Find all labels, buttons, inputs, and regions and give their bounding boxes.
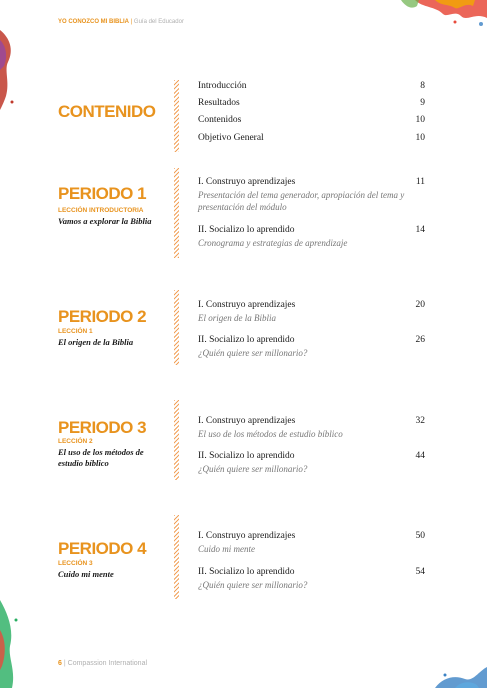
- section-divider: [174, 515, 179, 599]
- page-number: 6: [58, 660, 62, 667]
- entry-description: ¿Quién quiere ser millonario?: [198, 580, 308, 590]
- contents-item-page: 9: [420, 98, 425, 108]
- entry-construyo[interactable]: [198, 415, 425, 427]
- entry-label: II. Socializo lo aprendido: [198, 225, 295, 235]
- watercolor-splash-top-right: [395, 0, 487, 30]
- entry-label: I. Construyo aprendizajes: [198, 416, 296, 426]
- contents-item[interactable]: [198, 80, 425, 92]
- entry-description: El uso de los métodos de estudio bíblico: [198, 429, 343, 439]
- period-title: PERIODO 4: [58, 539, 147, 558]
- footer-org: Compassion International: [67, 660, 148, 667]
- entry-page: 14: [415, 225, 425, 235]
- entry-socializo[interactable]: [198, 566, 425, 578]
- contents-item[interactable]: [198, 114, 425, 126]
- entry-description: Cronograma y estrategias de aprendizaje: [198, 238, 348, 248]
- contents-title: CONTENIDO: [58, 102, 156, 121]
- footer-separator: |: [63, 660, 66, 667]
- entry-description: ¿Quién quiere ser millonario?: [198, 348, 308, 358]
- entry-label: II. Socializo lo aprendido: [198, 335, 295, 345]
- entry-description: Cuido mi mente: [198, 544, 255, 554]
- entry-description: ¿Quién quiere ser millonario?: [198, 464, 308, 474]
- entry-construyo[interactable]: [198, 530, 425, 542]
- contents-item[interactable]: [198, 97, 425, 109]
- lesson-name: El uso de los métodos de estudio bíblico: [58, 447, 144, 468]
- running-header: [58, 19, 184, 25]
- contents-item[interactable]: [198, 132, 425, 144]
- entry-page: 11: [415, 177, 425, 187]
- contents-item-page: 10: [415, 133, 425, 143]
- period-title: PERIODO 3: [58, 418, 147, 437]
- entry-page: 20: [415, 300, 425, 310]
- lesson-label: LECCIÓN INTRODUCTORIA: [58, 207, 144, 214]
- lesson-label: LECCIÓN 3: [58, 560, 93, 567]
- entry-label: I. Construyo aprendizajes: [198, 531, 296, 541]
- contents-item-page: 8: [420, 81, 425, 91]
- header-separator: |: [130, 19, 133, 25]
- contents-item-label: Introducción: [198, 81, 247, 91]
- contents-item-label: Resultados: [198, 98, 240, 108]
- entry-page: 26: [415, 335, 425, 345]
- watercolor-splash-left-bottom: [0, 600, 22, 688]
- section-divider: [174, 168, 179, 258]
- entry-construyo[interactable]: [198, 299, 425, 311]
- watercolor-splash-left-top: [0, 30, 18, 110]
- lesson-name: El origen de la Biblia: [58, 337, 134, 347]
- section-divider: [174, 290, 179, 365]
- entry-label: I. Construyo aprendizajes: [198, 177, 296, 187]
- lesson-name: Vamos a explorar la Biblia: [58, 216, 152, 226]
- entry-label: I. Construyo aprendizajes: [198, 300, 296, 310]
- header-brand: YO CONOZCO MI BIBLIA: [58, 19, 129, 25]
- entry-label: II. Socializo lo aprendido: [198, 451, 295, 461]
- period-title: PERIODO 2: [58, 307, 147, 326]
- contents-item-page: 10: [415, 115, 425, 125]
- entry-description: El origen de la Biblia: [198, 313, 276, 323]
- watercolor-splash-bottom-right: [425, 655, 487, 688]
- entry-page: 50: [415, 531, 425, 541]
- page-footer: [58, 660, 147, 667]
- entry-label: II. Socializo lo aprendido: [198, 567, 295, 577]
- entry-socializo[interactable]: [198, 334, 425, 346]
- entry-page: 32: [415, 416, 425, 426]
- contents-item-label: Objetivo General: [198, 133, 264, 143]
- entry-construyo[interactable]: [198, 176, 425, 188]
- entry-socializo[interactable]: [198, 450, 425, 462]
- entry-socializo[interactable]: [198, 224, 425, 236]
- entry-page: 44: [415, 451, 425, 461]
- entry-page: 54: [415, 567, 425, 577]
- section-divider: [174, 400, 179, 480]
- section-divider: [174, 80, 179, 152]
- lesson-name: Cuido mi mente: [58, 569, 114, 579]
- contents-item-label: Contenidos: [198, 115, 242, 125]
- lesson-label: LECCIÓN 1: [58, 328, 93, 335]
- header-subtitle: Guía del Educador: [133, 19, 184, 25]
- lesson-label: LECCIÓN 2: [58, 438, 93, 445]
- period-title: PERIODO 1: [58, 184, 147, 203]
- entry-description: Presentación del tema generador, apropiación del tema y presentación del módulo: [198, 190, 405, 212]
